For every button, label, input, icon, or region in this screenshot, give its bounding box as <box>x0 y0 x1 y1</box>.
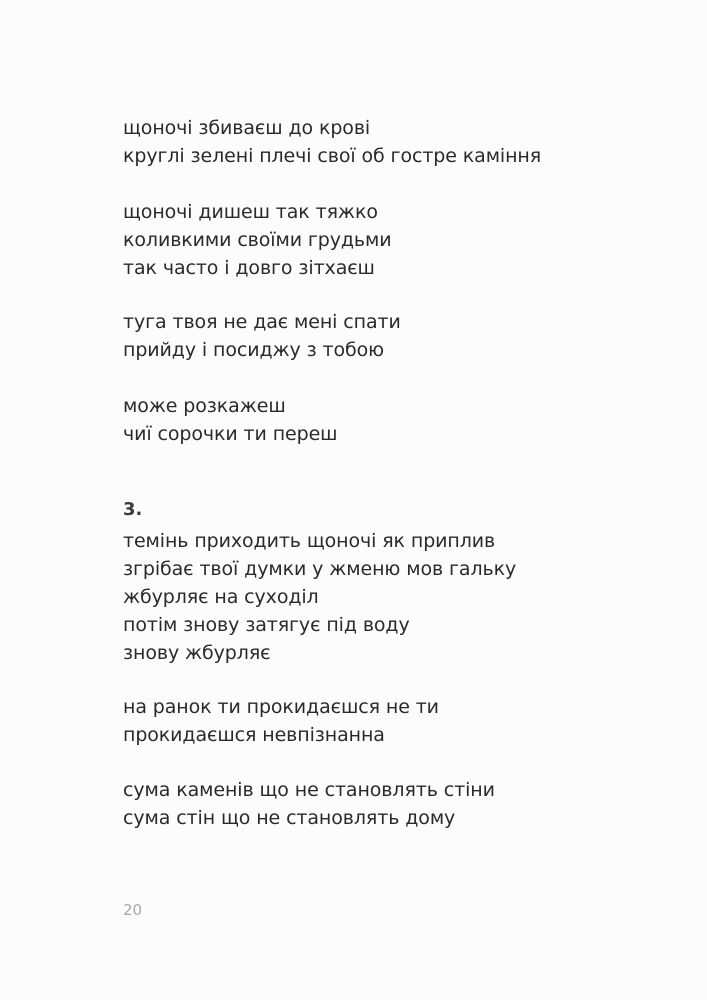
poem-line: щоночі збиваєш до крові <box>123 117 371 139</box>
poem-line: може розкажеш <box>123 395 286 417</box>
poem-line: згрібає твої думки у жменю мов гальку <box>123 558 517 580</box>
poem-line: жбурляє на суходіл <box>123 586 319 608</box>
poem-line: прийду і посиджу з тобою <box>123 339 385 361</box>
poem-line: туга твоя не дає мені спати <box>123 311 401 333</box>
poem-line: сума каменів що не становлять стіни <box>123 779 495 801</box>
poem-line: прокидаєшся невпізнанна <box>123 724 385 746</box>
poem-line: потім знову затягує під воду <box>123 614 410 636</box>
poem-line: темінь приходить щоночі як приплив <box>123 530 496 552</box>
poem-line: круглі зелені плечі свої об гостре каміння <box>123 145 542 167</box>
poem-line: знову жбурляє <box>123 642 271 664</box>
poem-line: щоночі дишеш так тяжко <box>123 201 378 223</box>
poem-line: на ранок ти прокидаєшся не ти <box>123 696 439 718</box>
poem-line: так часто і довго зітхаєш <box>123 257 375 279</box>
poem-line: коливкими своїми грудьми <box>123 229 392 251</box>
page-number: 20 <box>123 901 143 919</box>
poem-line: чиї сорочки ти переш <box>123 423 338 445</box>
section-number: 3. <box>123 499 143 520</box>
poem-line: сума стін що не становлять дому <box>123 807 456 829</box>
